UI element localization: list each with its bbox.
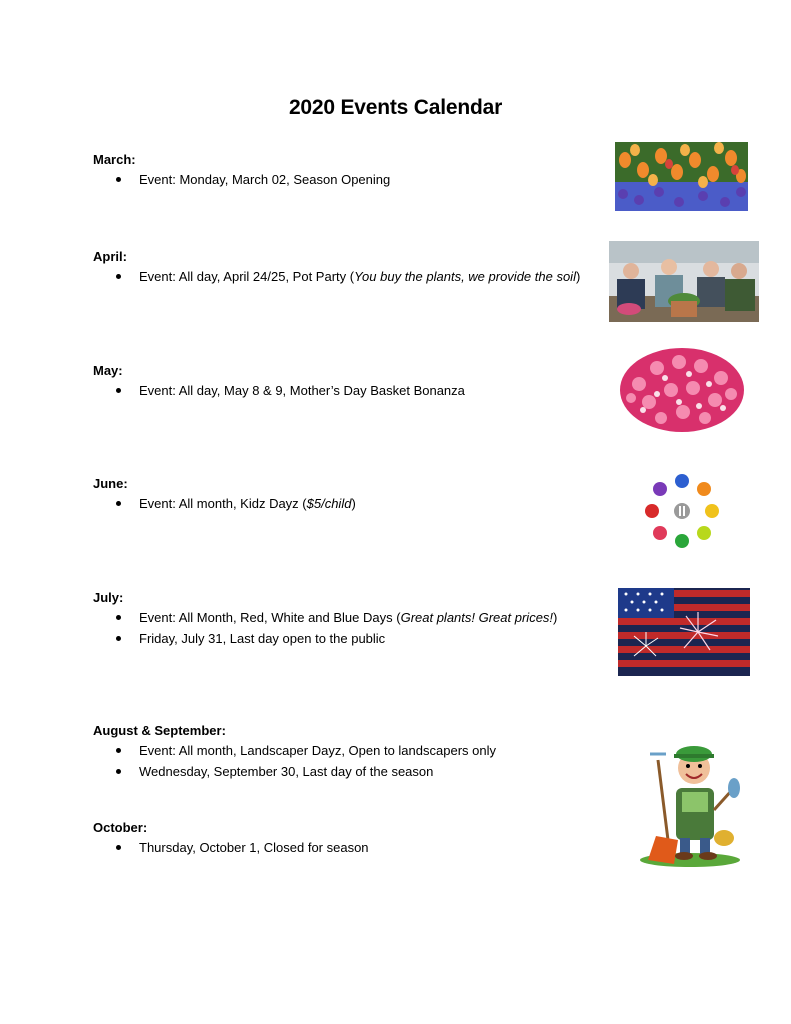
event-item: Wednesday, September 30, Last day of the season (93, 761, 613, 782)
month-heading: August & September: (93, 723, 226, 738)
month-heading: May: (93, 363, 123, 378)
section-april (93, 248, 613, 287)
page-title: 2020 Events Calendar (288, 96, 503, 119)
event-item: Event: All month, Kidz Dayz ($5/child) (93, 493, 613, 514)
section-july (93, 589, 613, 649)
event-item: Event: All day, May 8 & 9, Mother’s Day Basket Bonanza (93, 380, 613, 401)
event-item: Event: Monday, March 02, Season Opening (93, 169, 613, 190)
flag-fireworks-image (618, 588, 750, 676)
event-item: Friday, July 31, Last day open to the public (93, 628, 613, 649)
section-october (93, 819, 613, 858)
pink-flower-basket-image (619, 344, 746, 433)
section-march (93, 151, 613, 190)
people-potting-image (609, 241, 759, 322)
month-heading: July: (93, 590, 124, 605)
event-item: Event: All Month, Red, White and Blue Days (Great plants! Great prices!) (93, 607, 613, 628)
month-heading: October: (93, 820, 148, 835)
tulips-image (615, 142, 748, 211)
month-heading: March: (93, 152, 136, 167)
month-heading: June: (93, 476, 128, 491)
month-heading: April: (93, 249, 127, 264)
colorful-handprints-image (642, 471, 722, 551)
section-august-september (93, 722, 613, 782)
section-june (93, 475, 613, 514)
section-may (93, 362, 613, 401)
event-item: Event: All day, April 24/25, Pot Party (You buy the plants, we provide the soil) (93, 266, 613, 287)
cartoon-gardener-image (628, 740, 748, 868)
event-item: Event: All month, Landscaper Dayz, Open to landscapers only (93, 740, 613, 761)
event-item: Thursday, October 1, Closed for season (93, 837, 613, 858)
